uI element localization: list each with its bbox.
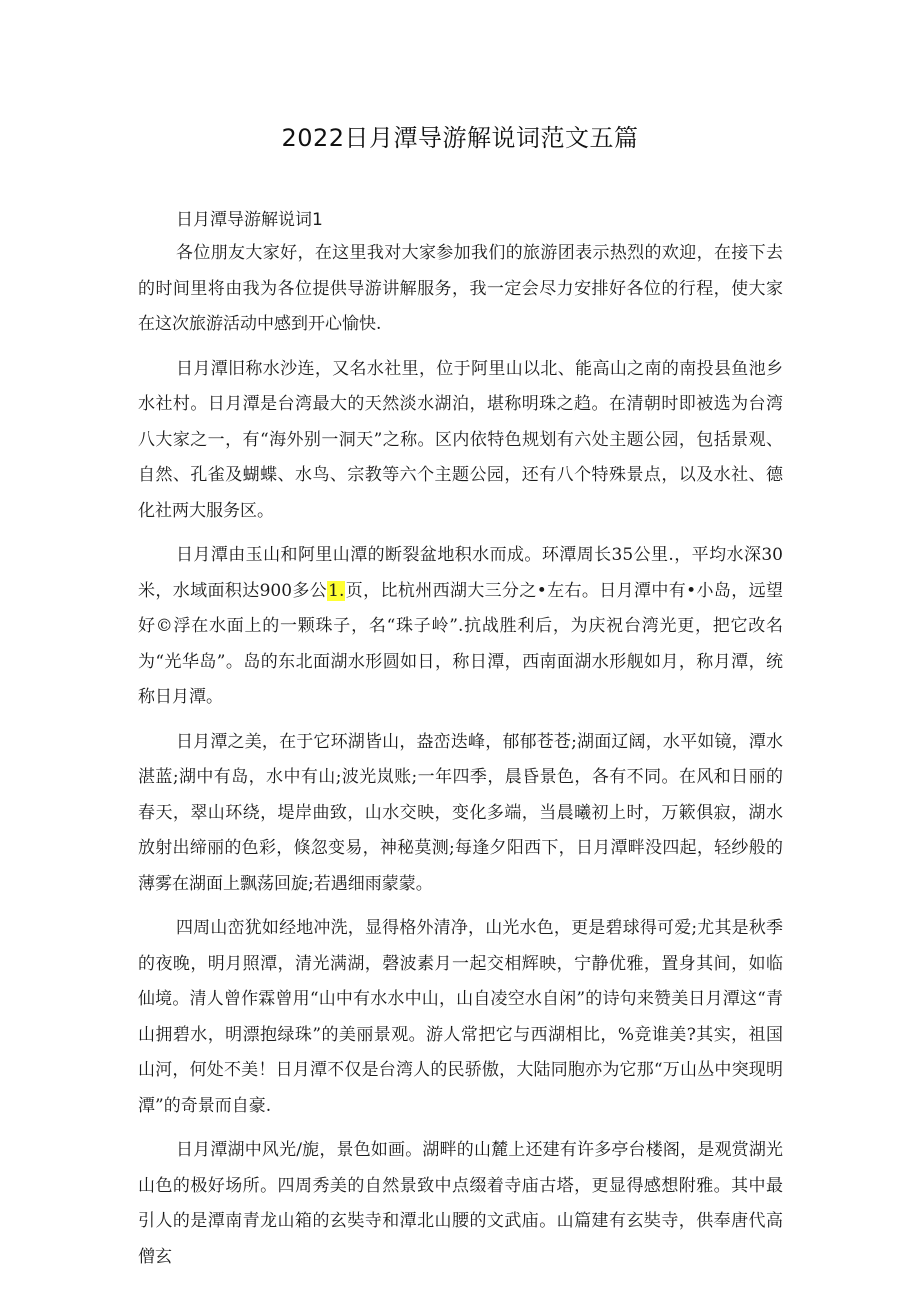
document-body (138, 206, 783, 1284)
document-title: 2022日月潭导游解说词范文五篇 (281, 124, 639, 152)
paragraph-formation-text-before: 日月潭由玉山和阿里山潭的断裂盆地积水而成。环潭周长35公里.，平均水深30米，水域面积达900多公 (138, 545, 783, 601)
paragraph-formation-text-after: 页，比杭州西湖大三分之•左右。日月潭中有•小岛，远望好©浮在水面上的一颗珠子，名“珠子岭”.抗战胜利后，为庆祝台湾光更，把它改名为“光华岛”。岛的东北面湖水形圆如日，称日潭，西南面湖水形舰如月，称月潭，统称日月潭。 (138, 580, 783, 707)
paragraph-formation (138, 538, 783, 716)
section-heading: 日月潭导游解说词1 (176, 210, 323, 230)
paragraph-beauty: 日月潭之美，在于它环湖皆山，盎峦迭峰，郁郁苍苍;湖面辽阔，水平如镜，潭水湛蓝;湖中有岛，水中有山;波光岚账;一年四季，晨昏景色，各有不同。在风和日丽的春天，翠山环绕，堤岸曲致，山水交映，变化多端，当晨曦初上时，万簌俱寂，湖水放射出缔丽的色彩，倏忽变易，神秘莫测;每逢夕阳西下，日月潭畔没四起，轻纱般的薄雾在湖面上飘荡回旋;若遇细雨蒙蒙。 (138, 731, 783, 894)
highlighted-text: 1. (328, 580, 345, 601)
paragraph-greeting: 各位朋友大家好，在这里我对大家参加我们的旅游团表示热烈的欢迎，在接下去的时间里将由我为各位提供导游讲解服务，我一定会尽力安排好各位的行程，使大家在这次旅游活动中感到开心愉快. (138, 243, 783, 334)
paragraph-location: 日月潭旧称水沙连，又名水社里，位于阿里山以北、能高山之南的南投县鱼池乡水社村。日月潭是台湾最大的天然淡水湖泊，堪称明珠之趋。在清朝时即被选为台湾八大家之一，有“海外别一洞天”之称。区内依特色规划有六处主题公园，包括景观、自然、孔雀及蝴蝶、水鸟、宗教等六个主题公园，还有八个特殊景点，以及水社、德化社两大服务区。 (138, 358, 783, 521)
paragraph-temples: 日月潭湖中风光/旎，景色如画。湖畔的山麓上还建有许多亭台楼阁，是观赏湖光山色的极好场所。四周秀美的自然景致中点缀着寺庙古塔，更显得感想附雅。其中最引人的是潭南青龙山箱的玄奘寺和潭北山腰的文武庙。山篇建有玄奘寺，供奉唐代高僧玄 (138, 1140, 783, 1267)
paragraph-scenery: 四周山峦犹如经地冲洗，显得格外清净，山光水色，更是碧球得可爱;尤其是秋季的夜晚，明月照潭，清光满湖，磬波素月一起交相辉映，宁静优雅，置身其间，如临仙境。清人曾作霖曾用“山中有水水中山，山自凌空水自闲”的诗句来赞美日月潭这“青山拥碧水，明漂抱绿珠”的美丽景观。游人常把它与西湖相比，%竞谁美?其实，祖国山河，何处不美！日月潭不仅是台湾人的民骄傲，大陆同胞亦为它那“万山丛中突现明潭”的奇景而自豪. (138, 918, 783, 1116)
